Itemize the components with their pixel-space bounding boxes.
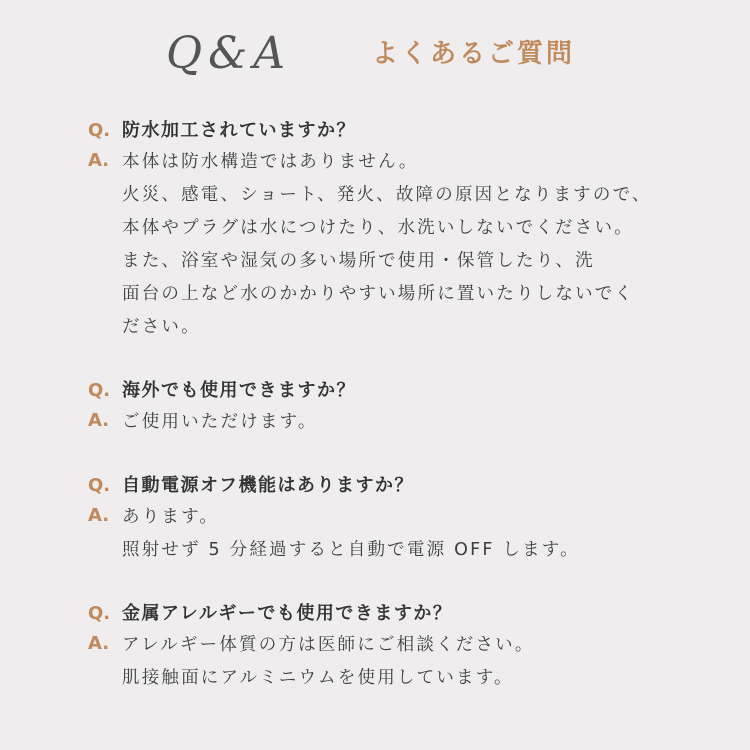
faq-item-waterproof — [88, 116, 708, 344]
question-row — [88, 376, 708, 406]
faq-item-auto-power-off — [88, 471, 708, 567]
page-header — [0, 24, 750, 84]
answer-line: また、浴室や湿気の多い場所で使用・保管したり、洗 — [122, 251, 595, 271]
question-marker: Q. — [88, 475, 111, 496]
answer-line: 火災、感電、ショート、発火、故障の原因となりますので、 — [122, 185, 652, 205]
question-row — [88, 471, 708, 501]
answer-line: 面台の上など水のかかりやすい場所に置いたりしないでく — [122, 284, 635, 304]
question-text: 金属アレルギーでも使用できますか？ — [122, 603, 453, 624]
faq-item-metal-allergy — [88, 599, 708, 695]
answer-line: 肌接触面にアルミニウムを使用しています。 — [122, 668, 514, 688]
question-marker: Q. — [88, 380, 111, 401]
faq-list — [88, 116, 708, 727]
answer-marker: A. — [88, 505, 110, 526]
answer-row — [88, 406, 708, 439]
answer-line: ご使用いただけます。 — [122, 412, 318, 432]
question-marker: Q. — [88, 120, 111, 141]
answer-row — [88, 501, 708, 567]
question-marker: Q. — [88, 603, 111, 624]
question-text: 海外でも使用できますか？ — [122, 380, 356, 401]
answer-line: 照射せず 5 分経過すると自動で電源 OFF します。 — [122, 540, 580, 560]
answer-line: アレルギー体質の方は医師にご相談ください。 — [122, 635, 535, 655]
answer-marker: A. — [88, 410, 110, 431]
question-row — [88, 116, 708, 146]
answer-marker: A. — [88, 633, 110, 654]
answer-text — [122, 501, 580, 567]
page-title: よくあるご質問 — [372, 39, 576, 69]
qa-logo: Q&A — [166, 28, 292, 79]
question-text: 自動電源オフ機能はありますか？ — [122, 475, 414, 496]
answer-line: あります。 — [122, 507, 220, 527]
answer-row — [88, 146, 708, 344]
answer-text — [122, 629, 535, 695]
answer-text — [122, 406, 318, 439]
answer-line: 本体やプラグは水につけたり、水洗いしないでください。 — [122, 218, 634, 238]
answer-row — [88, 629, 708, 695]
answer-marker: A. — [88, 150, 110, 171]
answer-text — [122, 146, 652, 344]
answer-line: 本体は防水構造ではありません。 — [122, 152, 419, 172]
question-text: 防水加工されていますか？ — [122, 120, 356, 141]
answer-line: ださい。 — [122, 317, 201, 337]
question-row — [88, 599, 708, 629]
faq-item-overseas — [88, 376, 708, 439]
